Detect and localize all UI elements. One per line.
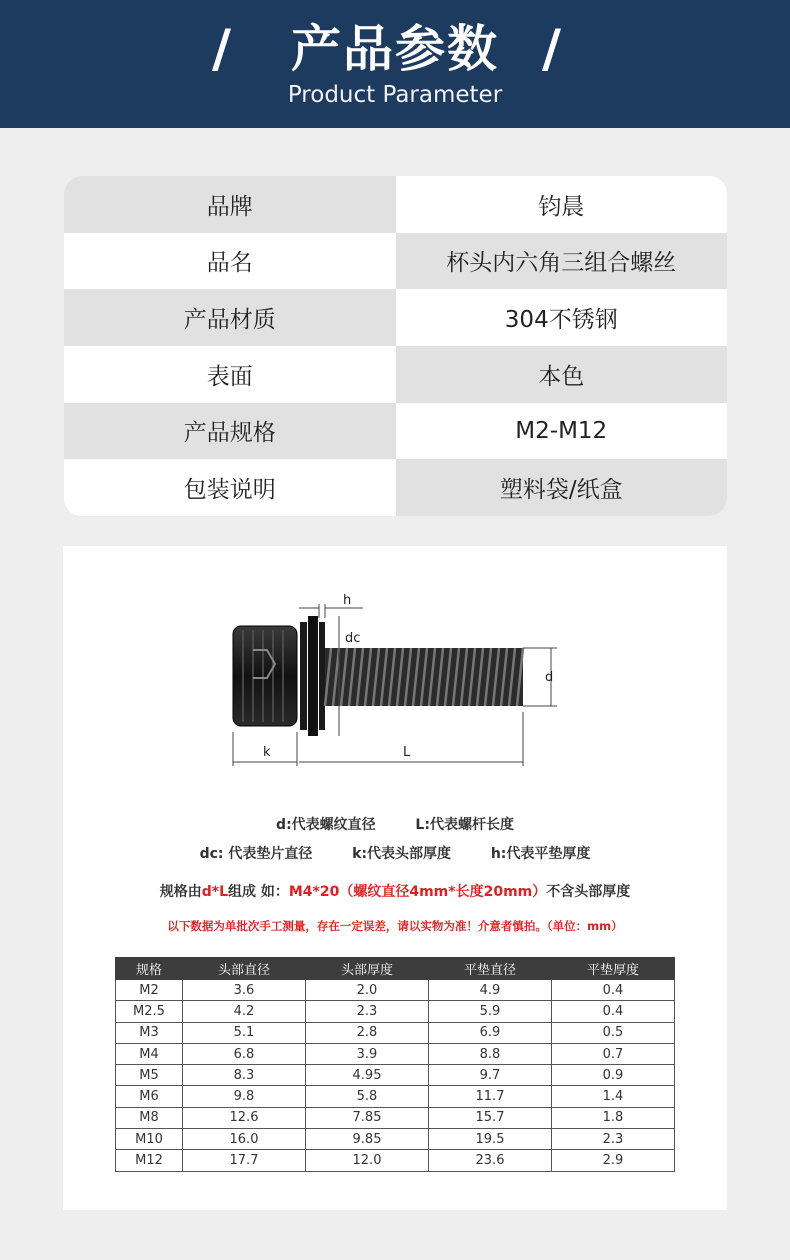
cell: 5.1 [183,1022,306,1043]
cell: 9.85 [306,1129,429,1150]
legend-spec-formula: d*L [201,884,228,900]
cell: M2.5 [116,1001,183,1022]
cell: 1.4 [552,1086,675,1107]
cell: 0.9 [552,1065,675,1086]
legend-L: L:代表螺杆长度 [415,817,514,833]
col-header: 规格 [116,958,183,980]
table-row [116,1043,675,1064]
cell: 19.5 [429,1129,552,1150]
cell: 2.3 [552,1129,675,1150]
screw-diagram [63,546,727,806]
cell: M8 [116,1107,183,1128]
cell: M5 [116,1065,183,1086]
cell: 2.8 [306,1022,429,1043]
spec-table-header [116,958,675,980]
legend-d: d:代表螺纹直径 [276,817,376,833]
legend-line-3 [63,881,727,901]
cell: 16.0 [183,1129,306,1150]
table-row [116,1086,675,1107]
cell: M2 [116,980,183,1001]
param-row [64,176,727,233]
legend-line-1 [63,814,727,834]
table-row [116,1065,675,1086]
cell: 2.3 [306,1001,429,1022]
cell: 12.6 [183,1107,306,1128]
cell: 12.0 [306,1150,429,1171]
cell: 9.8 [183,1086,306,1107]
spec-panel [63,546,727,1210]
cell: 6.9 [429,1022,552,1043]
cell: 9.7 [429,1065,552,1086]
param-value: 杯头内六角三组合螺丝 [396,233,728,290]
param-label: 品名 [64,233,396,290]
cell: 5.8 [306,1086,429,1107]
screw-head [233,626,297,726]
param-label: 产品规格 [64,403,396,460]
title-row [0,14,790,84]
legend-spec-example: M4*20（螺纹直径4mm*长度20mm） [288,884,547,900]
label-dc: dc [345,631,361,646]
cell: 17.7 [183,1150,306,1171]
param-row [64,289,727,346]
cell: 0.5 [552,1022,675,1043]
param-label: 表面 [64,346,396,403]
table-row [116,1150,675,1171]
cell: M10 [116,1129,183,1150]
table-row [116,1129,675,1150]
table-row [116,1107,675,1128]
spec-table [115,957,675,1172]
cell: 6.8 [183,1043,306,1064]
param-value: M2-M12 [396,403,728,460]
legend-line-2 [63,843,727,863]
page-title: 产品参数 [291,20,499,78]
param-value: 本色 [396,346,728,403]
cell: 0.4 [552,1001,675,1022]
col-header: 头部直径 [183,958,306,980]
title-slash-right: / [542,19,561,79]
washers [300,616,325,736]
param-row [64,459,727,516]
header-banner [0,0,790,128]
param-row [64,403,727,460]
label-d: d [545,670,554,685]
label-h: h [343,593,352,608]
param-value: 钧晨 [396,176,728,233]
cell: 0.7 [552,1043,675,1064]
cell: 23.6 [429,1150,552,1171]
col-header: 平垫直径 [429,958,552,980]
label-L: L [403,745,411,760]
param-label: 产品材质 [64,289,396,346]
param-value: 塑料袋/纸盒 [396,459,728,516]
page-subtitle: Product Parameter [287,82,503,108]
cell: M6 [116,1086,183,1107]
cell: 5.9 [429,1001,552,1022]
cell: M12 [116,1150,183,1171]
table-row [116,980,675,1001]
param-label: 包装说明 [64,459,396,516]
cell: 15.7 [429,1107,552,1128]
measurement-note: 以下数据为单批次手工测量，存在一定误差，请以实物为准！介意者慎拍。（单位：mm） [167,919,623,933]
legend-dc: dc: 代表垫片直径 [199,846,313,862]
title-slash-left: / [212,19,231,79]
legend-h: h:代表平垫厚度 [490,846,591,862]
legend-spec-mid: 组成 如： [228,884,289,900]
cell: 2.0 [306,980,429,1001]
table-row [116,1022,675,1043]
param-table [64,176,727,516]
cell: 4.2 [183,1001,306,1022]
cell: 1.8 [552,1107,675,1128]
col-header: 平垫厚度 [552,958,675,980]
param-value: 304不锈钢 [396,289,728,346]
label-k: k [263,745,271,760]
cell: 7.85 [306,1107,429,1128]
table-row [116,1001,675,1022]
legend-k: k:代表头部厚度 [352,846,452,862]
cell: 8.8 [429,1043,552,1064]
cell: 3.6 [183,980,306,1001]
cell: 11.7 [429,1086,552,1107]
cell: 3.9 [306,1043,429,1064]
param-label: 品牌 [64,176,396,233]
cell: M4 [116,1043,183,1064]
legend-spec-suffix: 不含头部厚度 [546,884,631,900]
legend-spec-prefix: 规格由 [159,884,202,900]
cell: 2.9 [552,1150,675,1171]
col-header: 头部厚度 [306,958,429,980]
cell: M3 [116,1022,183,1043]
param-row [64,233,727,290]
cell: 8.3 [183,1065,306,1086]
cell: 0.4 [552,980,675,1001]
cell: 4.9 [429,980,552,1001]
param-row [64,346,727,403]
cell: 4.95 [306,1065,429,1086]
screw-shank [325,648,523,706]
